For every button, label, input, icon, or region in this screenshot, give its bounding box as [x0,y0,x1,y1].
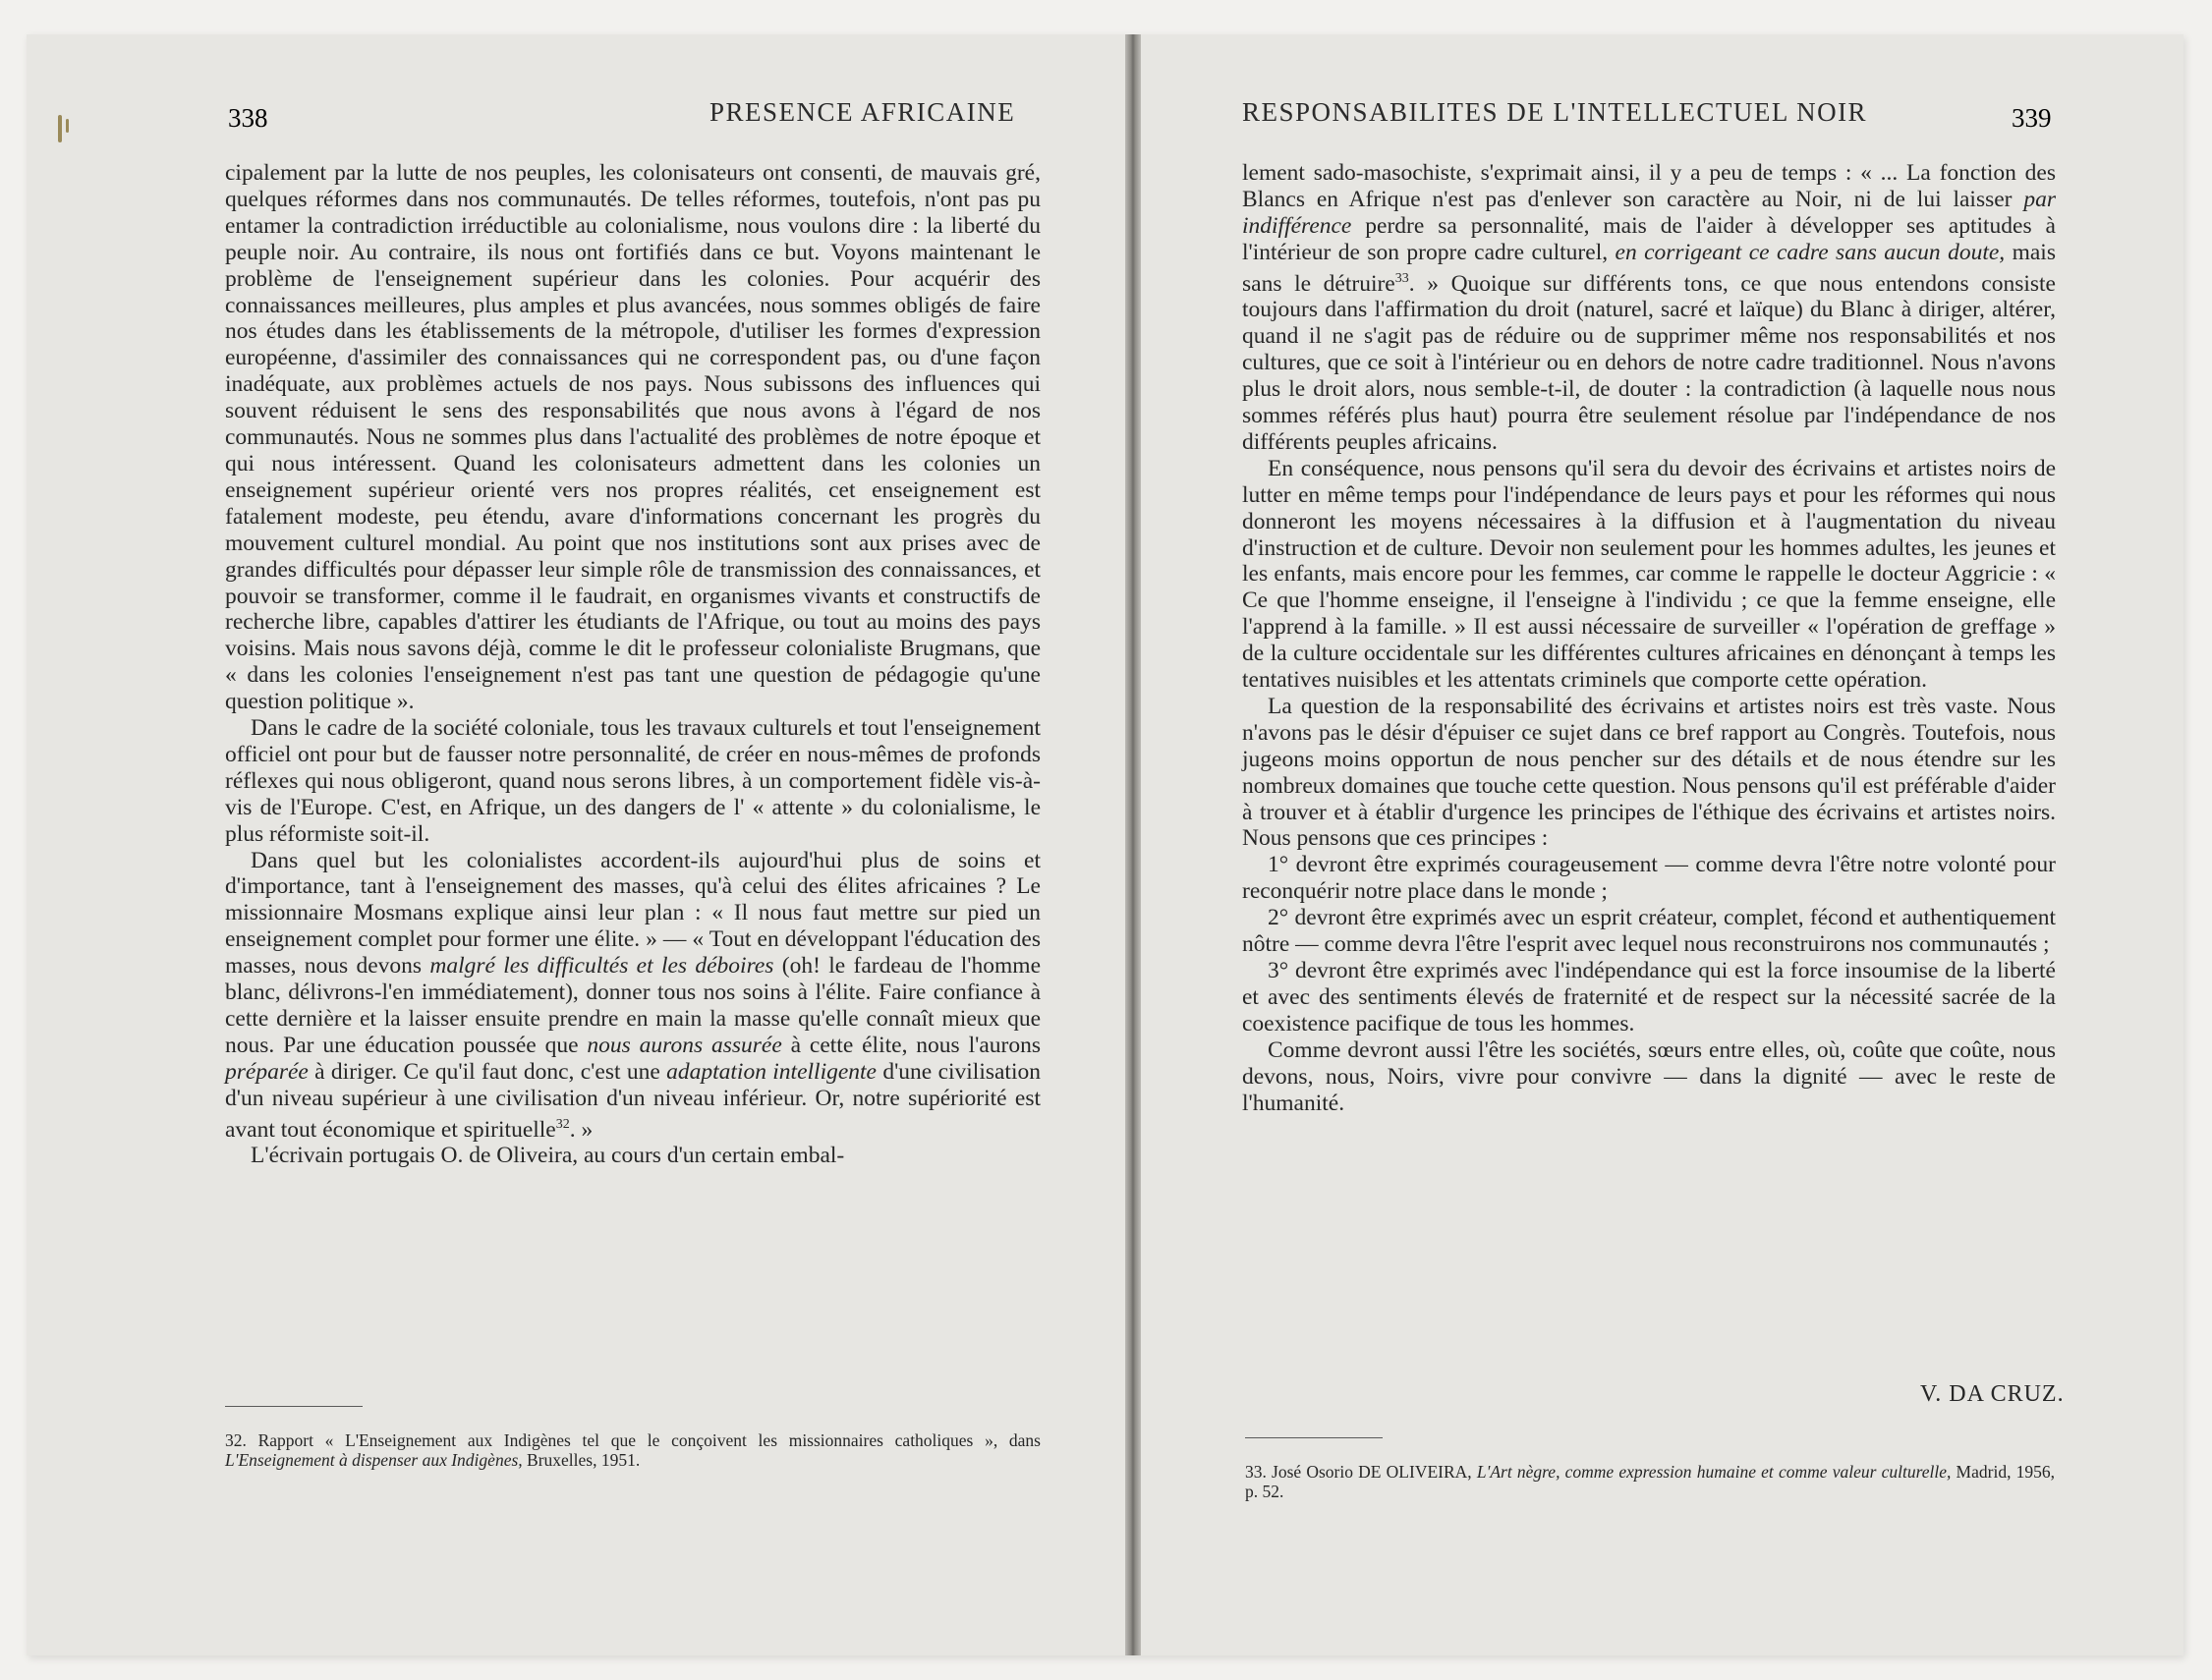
text-run: (oh! le fardeau de l'homme blanc, délivrons-l'en immédiatement), donner tous nos soins à l'élite. Faire confiance à cette dernière et la laisser ensuite prendre en main la masse qu'elle connaît mieux que nous. Par une éducation poussée que [225,953,1041,1058]
page-binding [1125,34,1141,1655]
body-text [1242,160,2056,1116]
paragraph [225,848,1041,1144]
paragraph [1242,160,2056,456]
italic-text: malgré les difficultés et les déboires [429,953,774,980]
list-item: 1° devront être exprimés courageusement — comme devra l'être notre volonté pour reconquérir notre place dans le monde ; [1242,852,2056,905]
footnote-ref: 33 [1394,270,1409,286]
italic-text: adaptation intelligente [666,1058,877,1085]
text-run: Bruxelles, 1951. [522,1449,641,1470]
text-run: mais sans le détruire [1242,239,2056,297]
text-run: Dans quel but les colonialistes accordent-ils aujourd'hui plus de soins et d'importance, tant à l'enseignement des masses, qu'à celui des élites africaines ? Le missionnaire Mosmans explique ainsi leur plan : « Il nous faut mettre sur pied un enseignement complet pour former une élite. » — « Tout en développant l'éducation des masses, nous devons [225,847,1041,980]
text-run: à diriger. Ce qu'il faut donc, c'est une [308,1058,667,1085]
paragraph: Dans le cadre de la société coloniale, tous les travaux culturels et tout l'enseignement officiel ont pour but de fausser notre personnalité, de créer en nous-mêmes de profonds réflexes qui nous obligeront, quand nous serons libres, à un comportement fidèle vis-à-vis de l'Europe. C'est, en Afrique, un des dangers de l' « attente » du colonialisme, le plus réformiste soit-il. [225,715,1041,847]
text-run: . » Quoique sur différents tons, ce que nous entendons consiste toujours dans l'affirmation du droit (naturel, sacré et laïque) du Blanc à diriger, altérer, quand il ne s'agit pas de réduire ou de supprimer même nos responsabilités et nos cultures, que ce soit à l'intérieur ou en dehors de notre cadre traditionnel. Nous n'avons plus le droit alors, nous semble-t-il, de douter : la contradiction (à laquelle nous nous sommes référés plus haut) pourra être seulement résolue par l'indépendance de nos différents peuples africains. [1242,270,2056,455]
text-run: . » [569,1116,594,1143]
running-title: PRESENCE AFRICAINE [709,97,1016,127]
footnote-rule [225,1406,363,1407]
paragraph: En conséquence, nous pensons qu'il sera du devoir des écrivains et artistes noirs de lutter en même temps pour l'indépendance de leurs pays et pour les réformes qui nous donneront les moyens nécessaires à la diffusion et à l'augmentation du niveau d'instruction et de culture. Devoir non seulement pour les hommes adultes, les jeunes et les enfants, mais encore pour les femmes, car comme le rappelle le docteur Aggricie : « Ce que l'homme enseigne, il l'enseigne à l'individu ; ce que la femme enseigne, elle l'apprend à la famille. » Il est aussi nécessaire de surveiller « l'opération de greffage » de la culture occidentale sur les différentes cultures africaines en dénonçant à temps les tentatives nuisibles et les attentats criminels que comporte cette opération. [1242,455,2056,694]
text-run: 32. Rapport « L'Enseignement aux Indigènes tel que le conçoivent les missionnaires catholiques », dans [225,1430,1041,1450]
text-run: d'une civilisation d'un niveau supérieur à une civilisation d'un niveau inférieur. Or, notre supériorité est avant tout économique et spirituelle [225,1058,1041,1143]
document-sheet [27,34,2184,1655]
text-run: lement sado-masochiste, s'exprimait ainsi, il y a peu de temps : « ... La fonction des Blancs en Afrique n'est pas d'enlever son caractère au Noir, ni de lui laisser [1242,160,2056,212]
list-item: 3° devront être exprimés avec l'indépendance qui est la force insoumise de la liberté et avec des sentiments élevés de fraternité et de respect sur la nécessité sacrée de la coexistence pacifique de tous les hommes. [1242,958,2056,1036]
italic-text: L'Art nègre, comme expression humaine et comme valeur culturelle, [1476,1462,1952,1482]
footnote-ref: 32 [555,1116,570,1132]
author-signature: V. DA CRUZ. [1920,1381,2065,1407]
italic-text: L'Enseignement à dispenser aux Indigènes, [225,1449,523,1470]
right-page [1141,34,2184,1655]
text-run: perdre sa personnalité, mais de l'aider à développer ses aptitudes à l'intérieur de son propre cadre culturel, [1242,212,2056,265]
paper-mark [58,115,62,142]
paper-mark [66,119,69,133]
italic-text: nous aurons assurée [587,1032,782,1058]
text-run: Madrid, 1956, p. 52. [1245,1462,2055,1501]
page-number: 338 [228,103,268,133]
text-run: à cette élite, nous l'aurons [781,1032,1041,1058]
footnote-rule [1245,1437,1383,1438]
list-item: 2° devront être exprimés avec un esprit créateur, complet, fécond et authentiquement nôtre — comme devra l'être l'esprit avec lequel nous reconstruirons nos communautés ; [1242,905,2056,958]
footnote [225,1431,1041,1470]
left-page [27,34,1125,1655]
italic-text: en corrigeant ce cadre sans aucun doute, [1615,239,2006,265]
paragraph: Comme devront aussi l'être les sociétés, sœurs entre elles, où, coûte que coûte, nous devons, nous, Noirs, vivre pour convivre — dans la dignité — avec le reste de l'humanité. [1242,1036,2056,1116]
footnote [1245,1463,2055,1501]
paragraph: cipalement par la lutte de nos peuples, les colonisateurs ont consenti, de mauvais gré, quelques réformes dans nos communautés. De telles réformes, toutefois, n'ont pas pu entamer la contradiction irréductible au colonialisme, nous voulons dire : la liberté du peuple noir. Au contraire, ils nous ont fortifiés dans ce but. Voyons maintenant le problème de l'enseignement supérieur dans les colonies. Pour acquérir des connaissances meilleures, plus amples et plus avancées, nous sommes obligés de faire nos études dans les établissements de la métropole, d'utiliser les formes d'expression européenne, d'assimiler des connaissances qui ne correspondent pas, ou d'une façon inadéquate, aux problèmes actuels de nos pays. Nous subissons des influences qui souvent réduisent le sens des responsabilités que nous avons à l'égard de nos communautés. Nous ne sommes plus dans l'actualité des problèmes de notre époque et qui nous intéressent. Quand les colonisateurs admettent dans les colonies un enseignement supérieur orienté vers nos propres réalités, cet enseignement est fatalement modeste, peu étendu, avare d'informations concernant les progrès du mouvement culturel mondial. Au point que nos institutions sont aux prises avec de grandes difficultés pour dépasser leur simple rôle de transmission des connaissances, et pouvoir se transformer, comme il le faudrait, en organismes vivants et constructifs de recherche libre, capables d'attirer les étudiants de l'Afrique, ou tout au moins des pays voisins. Mais nous savons déjà, comme le dit le professeur colonialiste Brugmans, que « dans les colonies l'enseignement n'est pas tant une question de pédagogie qu'une question politique ». [225,160,1041,715]
running-title: RESPONSABILITES DE L'INTELLECTUEL NOIR [1242,97,1868,127]
italic-text: préparée [225,1058,309,1085]
body-text [225,160,1041,1169]
page-number: 339 [2012,103,2052,133]
paragraph: La question de la responsabilité des écrivains et artistes noirs est très vaste. Nous n'avons pas le désir d'épuiser ce sujet dans ce bref rapport au Congrès. Toutefois, nous jugeons moins opportun de nous pencher sur des détails et de nous étendre sur les nombreux domaines que touche cette question. Nous pensons qu'il est préférable d'aider à trouver et à établir d'urgence les principes de l'éthique des écrivains et artistes noirs. Nous pensons que ces principes : [1242,693,2056,852]
italic-text: par indifférence [1242,186,2056,239]
paragraph: L'écrivain portugais O. de Oliveira, au cours d'un certain embal- [251,1143,845,1169]
text-run: 33. José Osorio DE OLIVEIRA, [1245,1462,1477,1482]
